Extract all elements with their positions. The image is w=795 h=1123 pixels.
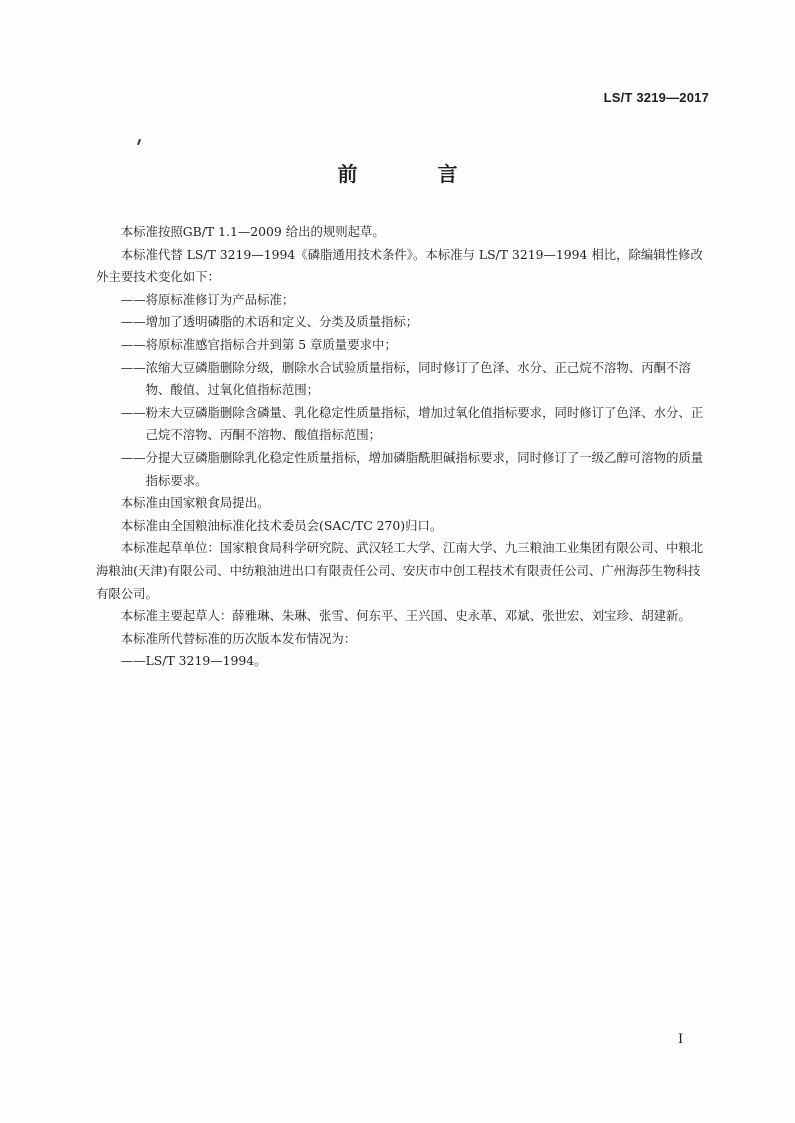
change-item: ——增加了透明磷脂的术语和定义、分类及质量指标； [120, 314, 419, 330]
history-item: ——LS/T 3219—1994。 [120, 653, 267, 669]
change-item: ——将原标准修订为产品标准； [120, 291, 295, 307]
paragraph-committee: 本标准由全国粮油标准化技术委员会(SAC/TC 270)归口。 [120, 517, 443, 533]
page-title: 前 言 [337, 162, 488, 186]
paragraph-replacement: 本标准代替 LS/T 3219—1994《磷脂通用技术条件》。本标准与 LS/T 3219—1994 相比，除编辑性修改外主要技术变化如下： [96, 246, 703, 285]
foreword-body [96, 221, 711, 673]
change-item: ——分提大豆磷脂删除乳化稳定性质量指标，增加磷脂酰胆碱指标要求，同时修订了一级乙醇可溶物的质量指标要求。 [120, 449, 704, 488]
change-item: ——粉末大豆磷脂删除含磷量、乳化稳定性质量指标，增加过氧化值指标要求，同时修订了色泽、水分、正己烷不溶物、丙酮不溶物、酸值指标范围； [120, 404, 704, 443]
paragraph-drafting-units: 本标准起草单位：国家粮食局科学研究院、武汉轻工大学、江南大学、九三粮油工业集团有限公司、中粮北海粮油(天津)有限公司、中纺粮油进出口有限责任公司、安庆市中创工程技术有限责任公司、广州海莎生物科技有限公司。 [96, 540, 704, 601]
change-item: ——浓缩大豆磷脂删除分级，删除水合试验质量指标，同时修订了色泽、水分、正己烷不溶物、丙酮不溶物、酸值、过氧化值指标范围； [120, 359, 691, 398]
paragraph-drafting-rules: 本标准按照GB/T 1.1—2009 给出的规则起草。 [120, 224, 385, 239]
paragraph-proposer: 本标准由国家粮食局提出。 [120, 495, 270, 511]
scan-mark [137, 139, 141, 145]
change-item: ——将原标准感官指标合并到第 5 章质量要求中； [120, 336, 397, 352]
paragraph-history-intro: 本标准所代替标准的历次版本发布情况为： [120, 630, 357, 646]
standard-code: LS/T 3219—2017 [603, 90, 709, 105]
page-number: I [678, 1032, 684, 1047]
paragraph-drafters: 本标准主要起草人：薛雅琳、朱琳、张雪、何东平、王兴国、史永革、邓斌、张世宏、刘宝珍、胡建新。 [120, 608, 691, 624]
